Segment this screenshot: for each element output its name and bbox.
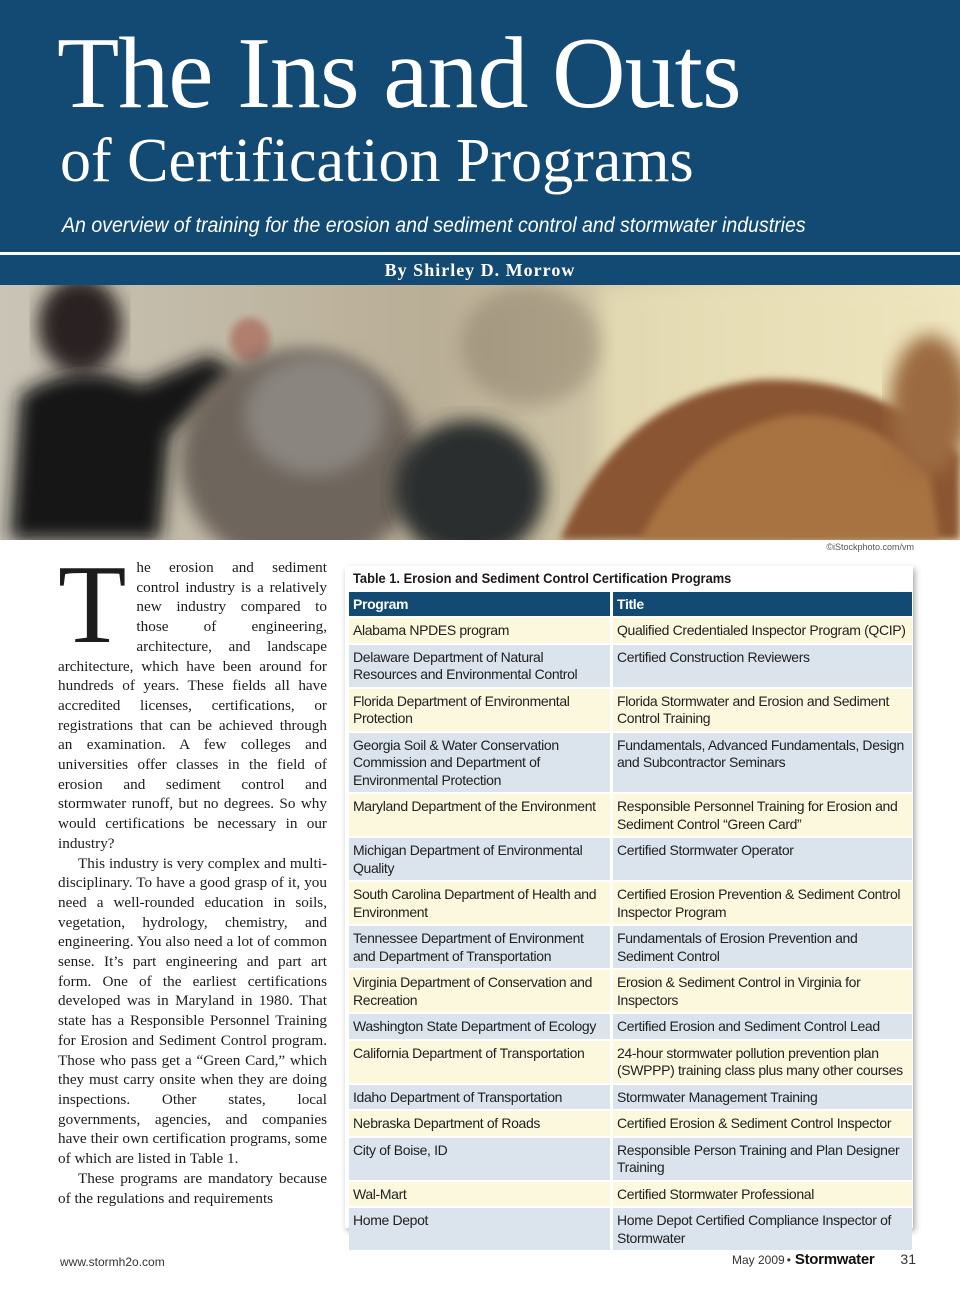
table-row: [349, 881, 912, 925]
table-caption: Table 1. Erosion and Sediment Control Certification Programs: [353, 570, 732, 586]
cell-title: Certified Erosion and Sediment Control Lead: [612, 1013, 913, 1040]
table-row: [349, 1084, 912, 1111]
page-number: 31: [900, 1251, 916, 1267]
title-banner: [0, 0, 960, 252]
column-header-program: Program: [349, 592, 612, 617]
table-row: [349, 1181, 912, 1208]
table-row: [349, 1110, 912, 1137]
table-row: [349, 1013, 912, 1040]
cell-program: Maryland Department of the Environment: [349, 793, 612, 837]
column-header-title: Title: [612, 592, 913, 617]
table-header-row: [349, 592, 912, 617]
cell-program: Home Depot: [349, 1207, 612, 1250]
table-row: [349, 1207, 912, 1250]
cell-title: Responsible Personnel Training for Erosion and Sediment Control “Green Card”: [612, 793, 913, 837]
page-title: The Ins and Outs: [57, 17, 741, 130]
cell-program: California Department of Transportation: [349, 1040, 612, 1084]
cell-title: Certified Stormwater Professional: [612, 1181, 913, 1208]
article-paragraph: [58, 543, 327, 854]
cell-title: Responsible Person Training and Plan Designer Training: [612, 1137, 913, 1181]
footer-bullet: •: [786, 1253, 791, 1267]
cell-program: Nebraska Department of Roads: [349, 1110, 612, 1137]
footer-date: May 2009: [731, 1253, 785, 1267]
footer-folio: [732, 1251, 916, 1269]
cell-program: Virginia Department of Conservation and Recreation: [349, 969, 612, 1013]
article-body: [58, 543, 327, 1208]
table-body: [349, 617, 912, 1250]
table-row: [349, 837, 912, 881]
cell-title: Fundamentals of Erosion Prevention and Sediment Control: [612, 925, 913, 969]
cell-program: Georgia Soil & Water Conservation Commission and Department of Environmental Protection: [349, 732, 612, 794]
footer-website: www.stormh2o.com: [60, 1255, 165, 1269]
cell-program: Florida Department of Environmental Protection: [349, 688, 612, 732]
cell-title: Erosion & Sediment Control in Virginia for Inspectors: [612, 969, 913, 1013]
article-paragraph: This industry is very complex and multi-disciplinary. To have a good grasp of it, you need a well-rounded education in soils, vegetation, hydrology, chemistry, and engineering. You also need a lot of common sense. It’s part engineering and part art form. One of the earliest certifications developed was in Maryland in 1980. That state has a Responsible Personnel Training for Erosion and Sediment Control program. Those who pass get a “Green Card,” which they must carry onsite when they are doing inspections. Other states, local governments, agencies, and companies have their own certification programs, some of which are listed in Table 1.: [58, 854, 327, 1168]
cell-program: Alabama NPDES program: [349, 617, 612, 644]
cell-title: Qualified Credentialed Inspector Program (QCIP): [612, 617, 913, 644]
cell-program: South Carolina Department of Health and Environment: [349, 881, 612, 925]
cell-title: Home Depot Certified Compliance Inspector of Stormwater: [612, 1207, 913, 1250]
cell-title: Certified Erosion & Sediment Control Inspector: [612, 1110, 913, 1137]
photo-credit: ©iStockphoto.com/vm: [826, 542, 914, 552]
table-row: [349, 644, 912, 688]
cell-program: Wal-Mart: [349, 1181, 612, 1208]
cell-title: Fundamentals, Advanced Fundamentals, Design and Subcontractor Seminars: [612, 732, 913, 794]
classroom-photo: [0, 285, 960, 540]
table-row: [349, 732, 912, 794]
cell-program: Washington State Department of Ecology: [349, 1013, 612, 1040]
article-paragraph: These programs are mandatory because of the regulations and requirements: [58, 1169, 327, 1207]
cell-title: Stormwater Management Training: [612, 1084, 913, 1111]
hero-photo: [0, 285, 960, 540]
certification-table-panel: [345, 566, 913, 1246]
table-row: [349, 925, 912, 969]
table-row: [349, 969, 912, 1013]
table-row: [349, 617, 912, 644]
cell-title: Florida Stormwater and Erosion and Sediment Control Training: [612, 688, 913, 732]
cell-title: 24-hour stormwater pollution prevention plan (SWPPP) training class plus many other courses: [612, 1040, 913, 1084]
cell-program: City of Boise, ID: [349, 1137, 612, 1181]
cell-program: Delaware Department of Natural Resources and Environmental Control: [349, 644, 612, 688]
cell-program: Idaho Department of Transportation: [349, 1084, 612, 1111]
table-row: [349, 793, 912, 837]
table-row: [349, 688, 912, 732]
drop-cap: T: [58, 543, 127, 667]
table-row: [349, 1137, 912, 1181]
byline: By Shirley D. Morrow: [384, 260, 576, 280]
certification-table: [349, 592, 912, 1250]
page-title-line-2: of Certification Programs: [60, 127, 694, 195]
cell-program: Tennessee Department of Environment and Department of Transportation: [349, 925, 612, 969]
magazine-name: Stormwater: [794, 1251, 875, 1268]
subtitle: An overview of training for the erosion and sediment control and stormwater industries: [62, 214, 806, 237]
cell-title: Certified Construction Reviewers: [612, 644, 913, 688]
paragraph-text: he erosion and sediment control industry is a relatively new industry compared to those of engineering, architecture, and landscape architecture, which have been around for hundreds of years. These fields all have accredited licenses, certifications, or registrations that can be achieved through an examination. A few colleges and universities offer classes in the field of erosion and sediment control and stormwater runoff, but no degrees. So why would certifications be necessary in our industry?: [58, 559, 327, 852]
table-row: [349, 1040, 912, 1084]
cell-title: Certified Stormwater Operator: [612, 837, 913, 881]
cell-title: Certified Erosion Prevention & Sediment Control Inspector Program: [612, 881, 913, 925]
cell-program: Michigan Department of Environmental Quality: [349, 837, 612, 881]
byline-bar: [0, 255, 960, 285]
